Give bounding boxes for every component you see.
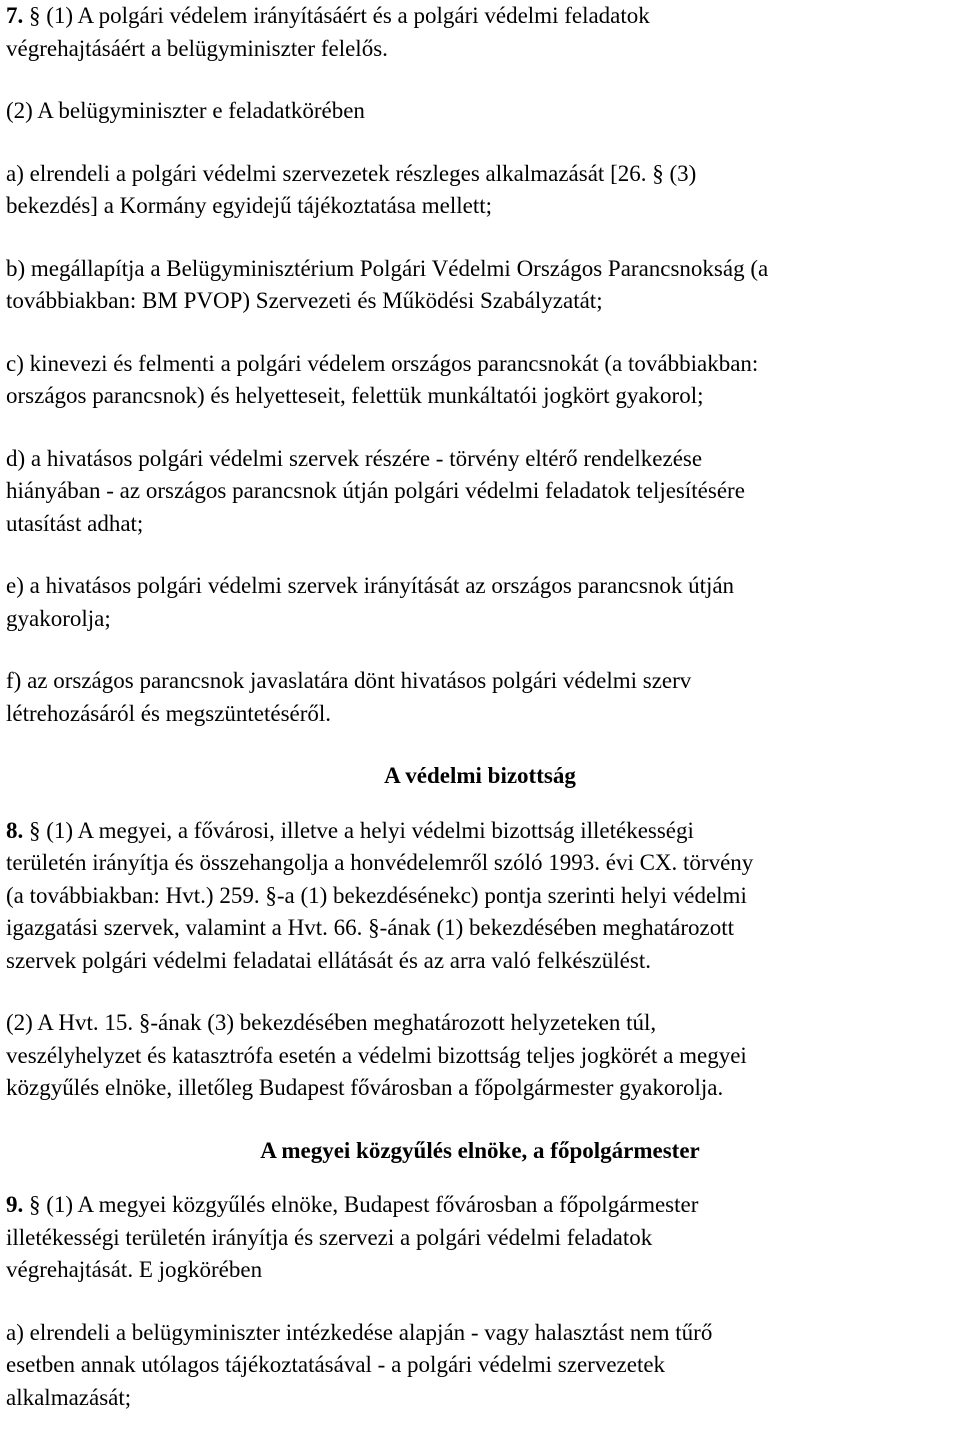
- text-line: (a továbbiakban: Hvt.) 259. §-a (1) bekezdésénekc) pontja szerinti helyi védelmi: [6, 882, 747, 908]
- item-a: a) elrendeli a polgári védelmi szervezetek részleges alkalmazását [26. § (3): [6, 160, 697, 186]
- text-line: hiányában - az országos parancsnok útján polgári védelmi feladatok teljesítésére: [6, 478, 745, 503]
- text-line: végrehajtásáért a belügyminiszter felelős.: [6, 35, 388, 61]
- text-line: veszélyhelyzet és katasztrófa esetén a védelmi bizottság teljes jogkörét a megyei: [6, 1042, 747, 1068]
- text-line: esetben annak utólagos tájékoztatásával - a polgári védelmi szervezetek: [6, 1352, 666, 1377]
- section-8: [6, 815, 954, 1105]
- text-line: országos parancsnok) és helyetteseit, felettük munkáltatói jogkört gyakorol;: [6, 383, 704, 408]
- section-8-para-1: [6, 815, 954, 848]
- item-c: c) kinevezi és felmenti a polgári védelem országos parancsnokát (a továbbiakban:: [6, 350, 759, 376]
- text-line: szervek polgári védelmi feladatai ellátását és az arra való felkészülést.: [6, 947, 651, 973]
- text-line: § (1) A megyei közgyűlés elnöke, Budapest fővárosban a főpolgármester: [29, 1192, 699, 1217]
- section-8-para-2: (2) A Hvt. 15. §-ának (3) bekezdésében meghatározott helyzeteken túl,: [6, 1010, 657, 1035]
- section-9: [6, 1189, 954, 1414]
- text-line: területén irányítja és összehangolja a honvédelemről szóló 1993. évi CX. törvény: [6, 850, 754, 875]
- section-7-para-2: (2) A belügyminiszter e feladatkörében: [6, 98, 365, 123]
- text-line: illetékességi területén irányítja és szervezi a polgári védelmi feladatok: [6, 1224, 653, 1250]
- text-line: § (1) A megyei, a fővárosi, illetve a helyi védelmi bizottság illetékességi: [29, 817, 694, 843]
- item-a: a) elrendeli a belügyminiszter intézkedése alapján - vagy halasztást nem tűrő: [6, 1319, 713, 1345]
- item-e: e) a hivatásos polgári védelmi szervek irányítását az országos parancsnok útján: [6, 573, 735, 598]
- text-line: alkalmazását;: [6, 1384, 132, 1410]
- section-7-para-1: [6, 0, 954, 33]
- item-b: b) megállapítja a Belügyminisztérium Polgári Védelmi Országos Parancsnokság (a: [6, 255, 769, 281]
- item-f: f) az országos parancsnok javaslatára dönt hivatásos polgári védelmi szerv: [6, 668, 692, 693]
- text-line: létrehozásáról és megszüntetéséről.: [6, 700, 332, 726]
- text-line: továbbiakban: BM PVOP) Szervezeti és Működési Szabályzatát;: [6, 288, 603, 313]
- text-line: utasítást adhat;: [6, 510, 144, 536]
- text-line: bekezdés] a Kormány egyidejű tájékoztatása mellett;: [6, 193, 492, 218]
- text-line: § (1) A polgári védelem irányításáért és a polgári védelmi feladatok: [29, 3, 650, 28]
- section-9-para-1: [6, 1189, 954, 1222]
- text-line: közgyűlés elnöke, illetőleg Budapest fővárosban a főpolgármester gyakorolja.: [6, 1075, 724, 1100]
- section-7: [6, 0, 954, 730]
- item-d: d) a hivatásos polgári védelmi szervek részére - törvény eltérő rendelkezése: [6, 445, 703, 471]
- text-line: gyakorolja;: [6, 605, 111, 631]
- heading-vedelmi-bizottsag: A védelmi bizottság: [384, 763, 576, 788]
- text-line: végrehajtását. E jogkörében: [6, 1257, 263, 1282]
- section-number: 7.: [6, 3, 24, 28]
- section-number: 8.: [6, 817, 24, 843]
- text-line: igazgatási szervek, valamint a Hvt. 66. §-ának (1) bekezdésében meghatározott: [6, 915, 735, 940]
- heading-megyei-kozgyules-elnoke: A megyei közgyűlés elnöke, a főpolgármester: [260, 1137, 700, 1163]
- section-number: 9.: [6, 1192, 24, 1217]
